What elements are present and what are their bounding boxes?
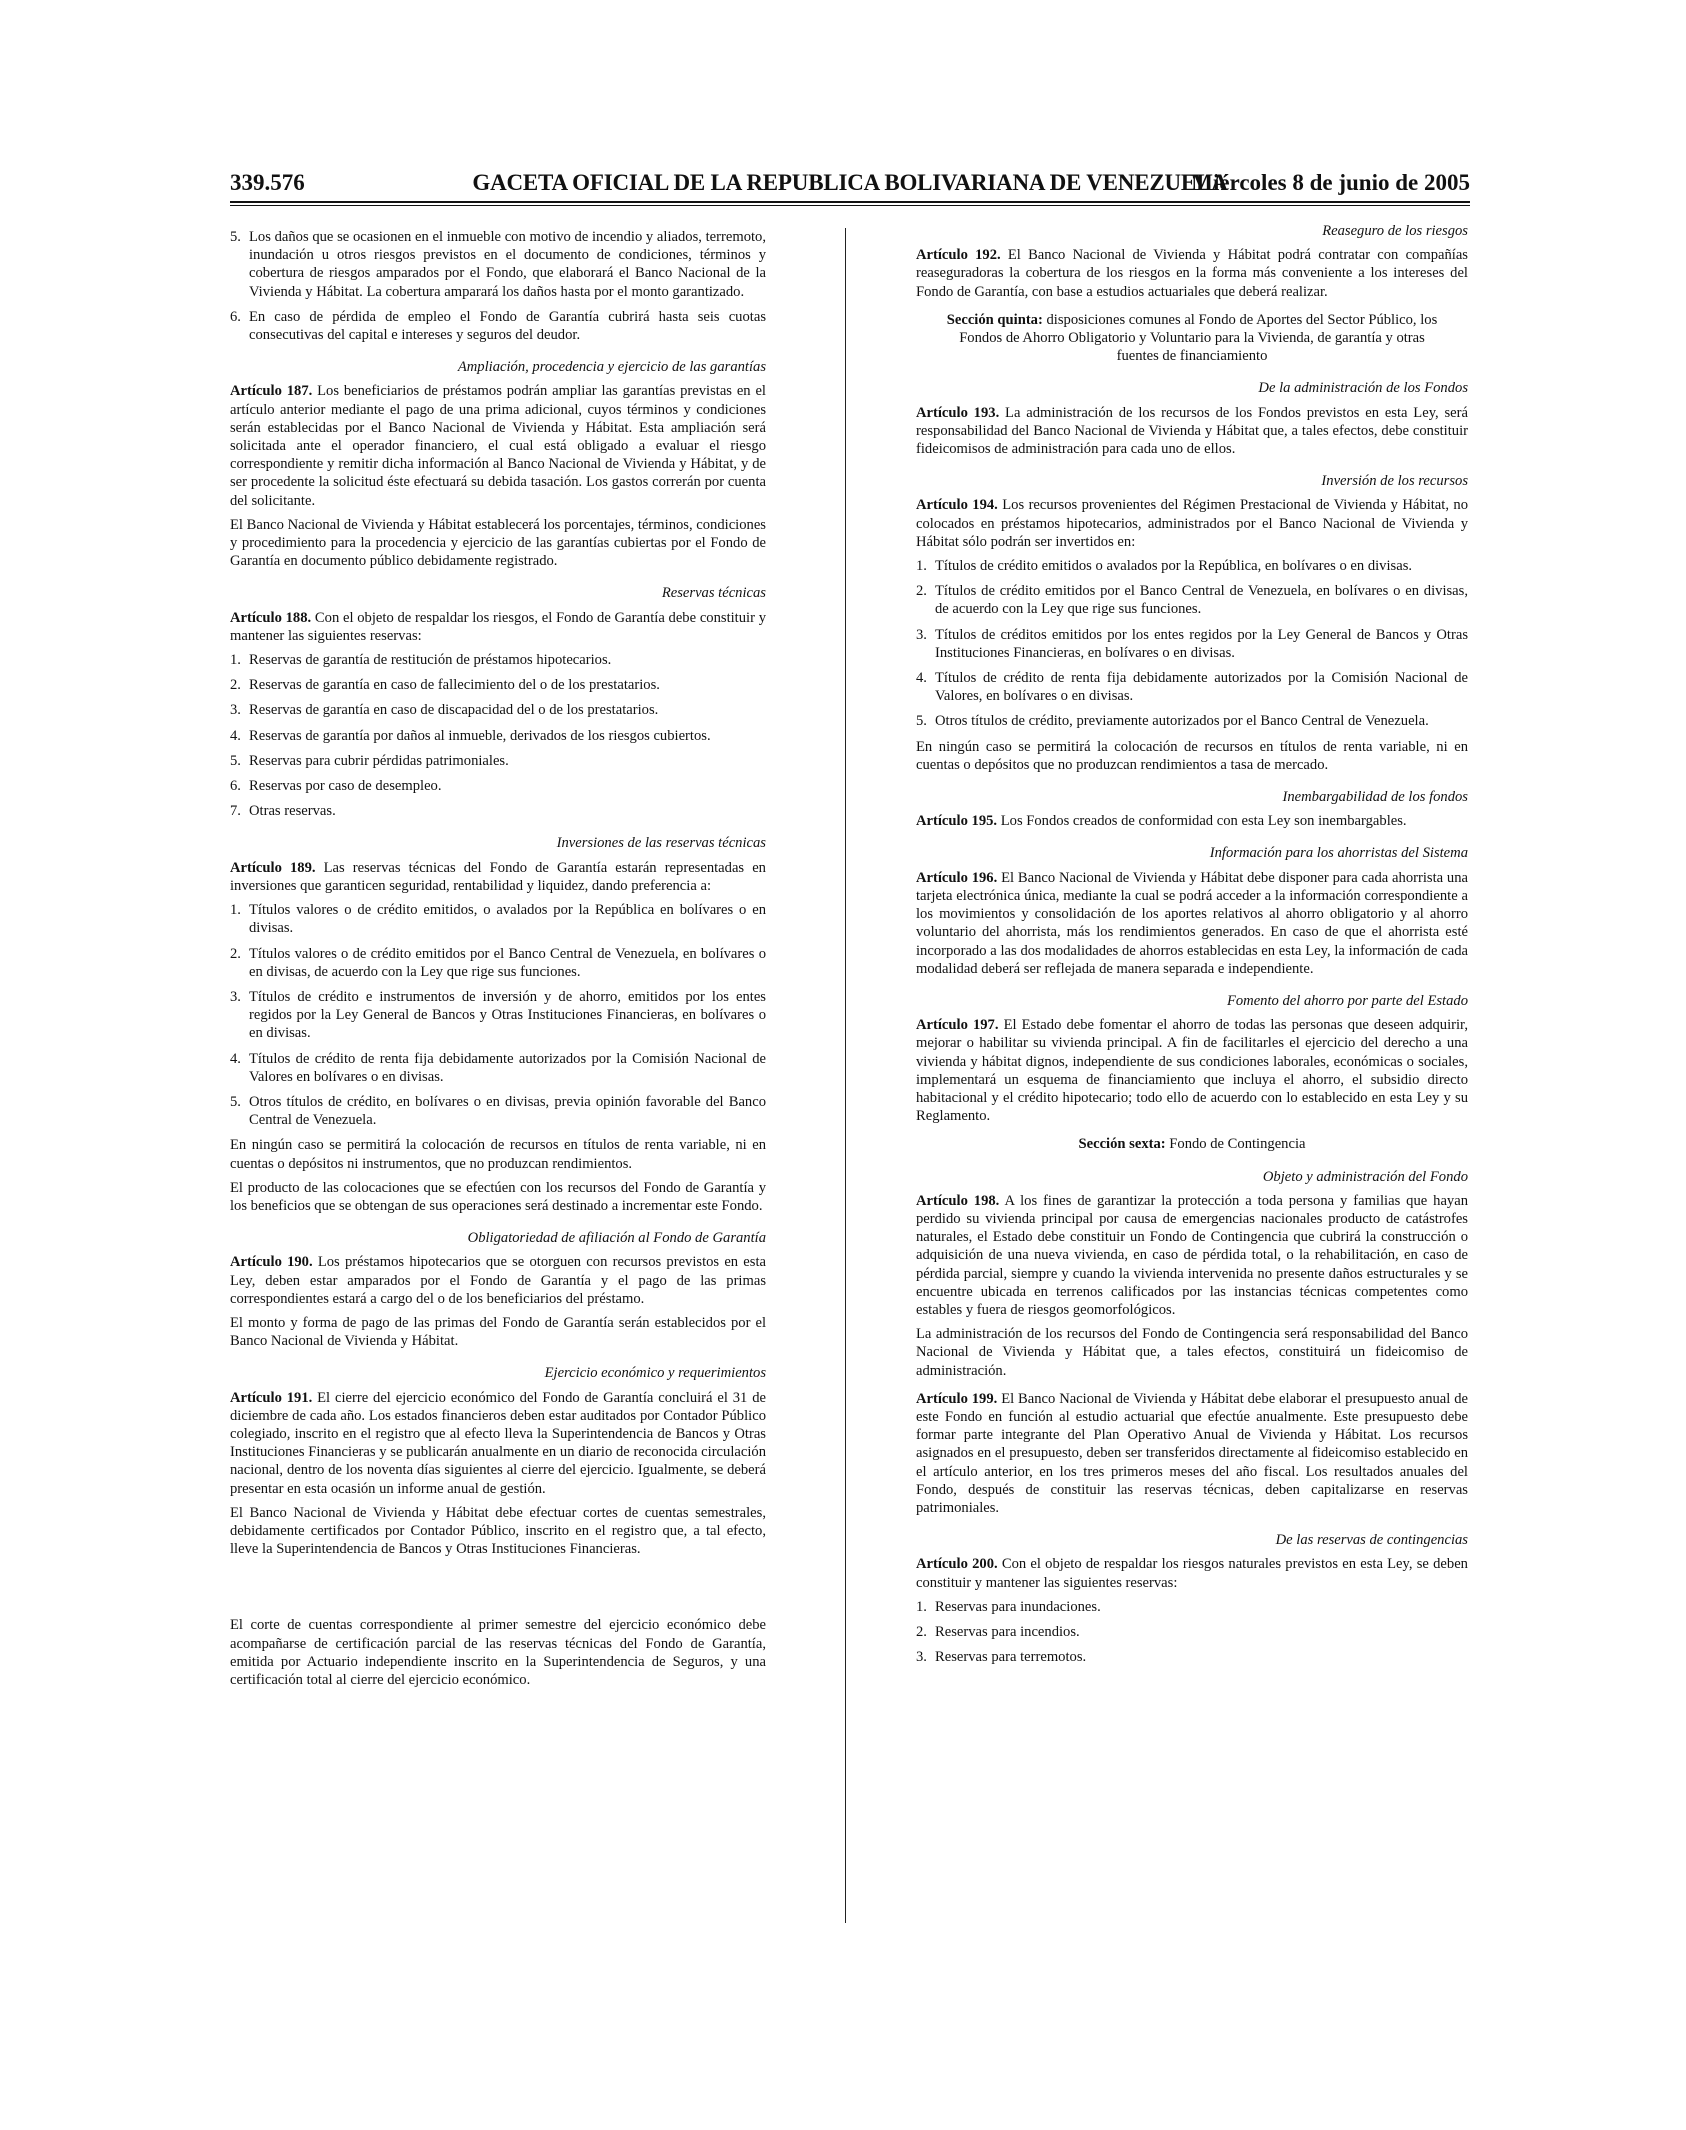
column-divider: [845, 228, 846, 1923]
list-item-text: Títulos valores o de crédito emitidos por el Banco Central de Venezuela, en bolívares o en divisas, de acuerdo con la Ley que rige sus funciones.: [249, 945, 766, 980]
article-199-text: El Banco Nacional de Vivienda y Hábitat debe elaborar el presupuesto anual de este Fondo en función al estudio actuarial que efectúe anualmente. Este presupuesto debe formar parte integrante del Plan Operativo Anual de Vivienda y Hábitat. Los recursos asignados en el presupuesto, deben ser transferidos directamente al fideicomiso establecido en el artículo anterior, en los tres primeros meses del año fiscal. Los resultados anuales del Fondo, después de constituir las reservas técnicas, deben capitalizarse en reservas patrimoniales.: [916, 1390, 1468, 1516]
page-header: [230, 168, 1470, 202]
article-194-p2: En ningún caso se permitirá la colocación de recursos en títulos de renta variable, ni en cuentas o depósitos que no produzcan rendimientos a tasa de mercado.: [916, 738, 1468, 773]
article-190-p2: El monto y forma de pago de las primas del Fondo de Garantía serán establecidos por el Banco Nacional de Vivienda y Hábitat.: [230, 1314, 766, 1350]
article-200: [916, 1555, 1468, 1591]
heading-190: Obligatoriedad de afiliación al Fondo de Garantía: [467, 1230, 766, 1247]
list-item-number: 4.: [230, 727, 241, 744]
list-item: [230, 988, 766, 1043]
section-6-heading: [938, 1135, 1446, 1153]
left-column: [230, 228, 766, 1695]
list-item-number: 5.: [916, 713, 927, 730]
article-195-label: Artículo 195.: [916, 813, 998, 830]
section-5-text: disposiciones comunes al Fondo de Aportes del Sector Público, los Fondos de Ahorro Obligatorio y Voluntario para la Vivienda, de garantía y otras fuentes de financiamiento: [959, 311, 1438, 365]
list-item: [230, 1093, 766, 1129]
list-item-text: Otras reservas.: [249, 803, 336, 820]
article-188-label: Artículo 188.: [230, 609, 312, 626]
list-item: [230, 308, 766, 344]
article-187-p2: El Banco Nacional de Vivienda y Hábitat establecerá los porcentajes, términos, condiciones y procedimiento para la procedencia y ejercicio de las garantías cubiertas por el Fondo de Garantía en documento público debidamente registrado.: [230, 516, 766, 570]
list-item: [230, 676, 766, 694]
list-item: [230, 1050, 766, 1086]
list-item-text: Reservas para inundaciones.: [935, 1598, 1101, 1615]
article-199: [916, 1390, 1468, 1517]
list-item-text: Reservas para incendios.: [935, 1624, 1080, 1640]
section-5-label: Sección quinta:: [946, 311, 1043, 328]
article-194-label: Artículo 194.: [916, 497, 998, 514]
right-column: [916, 222, 1468, 1673]
list-item-text: Reservas de garantía de restitución de préstamos hipotecarios.: [249, 652, 612, 669]
article-198-p2: La administración de los recursos del Fondo de Contingencia será responsabilidad del Banco Nacional de Vivienda y Hábitat que, a tales efectos, constituirá un fideicomiso de administración.: [916, 1326, 1468, 1379]
article-197-text: El Estado debe fomentar el ahorro de todas las personas que deseen adquirir, mejorar o habilitar su vivienda principal. A fin de facilitarles el ejercicio del derecho a una vivienda y hábitat dignos, independiente de sus condiciones laborales, económicas o sociales, implementará un esquema de financiamiento que incluya el ahorro, el subsidio directo habitacional y el crédito hipotecario; todo ello de acuerdo con lo establecido en esta Ley y su Reglamento.: [916, 1017, 1468, 1125]
list-item-number: 2.: [230, 945, 241, 962]
header-rule: [230, 201, 1470, 203]
list-item-number: 4.: [230, 1050, 241, 1067]
list-item-text: Reservas por caso de desempleo.: [249, 778, 442, 795]
list-item: [916, 1598, 1468, 1616]
list-item: [230, 701, 766, 719]
list-item: [916, 669, 1468, 705]
list-item-number: 6.: [230, 308, 241, 325]
article-187: [230, 382, 766, 509]
article-192: [916, 246, 1468, 301]
list-item-text: Títulos de créditos emitidos por los entes regidos por la Ley General de Bancos y Otras Instituciones Financieras, en bolívares o en divisas.: [935, 626, 1468, 661]
list-item-number: 7.: [230, 803, 241, 820]
article-189: [230, 859, 766, 895]
list-item-number: 1.: [916, 1598, 927, 1615]
heading-189: Inversiones de las reservas técnicas: [556, 835, 766, 852]
list-item: [230, 752, 766, 770]
article-189-label: Artículo 189.: [230, 859, 316, 876]
article-191-label: Artículo 191.: [230, 1389, 313, 1406]
article-196-text: El Banco Nacional de Vivienda y Hábitat debe disponer para cada ahorrista una tarjeta electrónica única, mediante la cual se podrá acceder a la información correspondiente a los movimientos y consolidación de los aportes relativos al ahorro obligatorio y al ahorro voluntario del ahorrista, más los rendimientos generados. En caso de que el ahorrista esté incorporado a las dos modalidades de ahorros establecidas en esta Ley, la información de cada modalidad deberá ser reflejada de manera separada e independiente.: [916, 869, 1468, 977]
heading-196: Información para los ahorristas del Sistema: [1209, 845, 1468, 862]
article-195-text: Los Fondos creados de conformidad con esta Ley son inembargables.: [1000, 813, 1407, 830]
list-item-number: 5.: [230, 229, 241, 245]
list-item-number: 6.: [230, 778, 241, 795]
heading-193: De la administración de los Fondos: [1258, 380, 1468, 397]
list-item: [916, 557, 1468, 575]
list-item-number: 5.: [230, 752, 241, 769]
list-item: [916, 712, 1468, 730]
list-item: [230, 228, 766, 301]
list-item-text: Reservas de garantía en caso de discapacidad del o de los prestatarios.: [249, 702, 659, 719]
heading-191: Ejercicio económico y requerimientos: [544, 1365, 766, 1382]
list-194: [916, 557, 1468, 731]
article-194: [916, 496, 1468, 551]
list-200: [916, 1598, 1468, 1667]
article-198-label: Artículo 198.: [916, 1192, 1000, 1209]
list-item-text: Títulos de crédito emitidos o avalados por la República, en bolívares o en divisas.: [935, 558, 1413, 575]
list-item-number: 1.: [230, 902, 241, 919]
list-item-text: Reservas de garantía por daños al inmueble, derivados de los riesgos cubiertos.: [249, 727, 711, 744]
spacer: [230, 1564, 766, 1616]
article-197-label: Artículo 197.: [916, 1017, 999, 1034]
list-item: [230, 802, 766, 820]
header-rule-thin: [230, 205, 1470, 206]
list-item-number: 2.: [230, 677, 241, 694]
article-190-text: Los préstamos hipotecarios que se otorguen con recursos previstos en esta Ley, deben estar amparados por el Fondo de Garantía y el pago de las primas correspondientes estará a cargo del o de los beneficiarios del préstamo.: [230, 1254, 766, 1307]
article-197: [916, 1016, 1468, 1125]
page-number: 339.576: [230, 170, 305, 195]
list-186-continued: [230, 228, 766, 344]
article-191-p2: El Banco Nacional de Vivienda y Hábitat debe efectuar cortes de cuentas semestrales, debidamente certificados por Contador Público, inscrito en el registro que, a tal efecto, lleve la Superintendencia de Bancos y Otras Instituciones Financieras.: [230, 1504, 766, 1558]
list-item-number: 2.: [916, 1624, 927, 1640]
list-item: [230, 651, 766, 669]
article-189-p3: El producto de las colocaciones que se efectúen con los recursos del Fondo de Garantía y los beneficios que se obtengan de sus operaciones será destinado a incrementar este Fondo.: [230, 1179, 766, 1214]
list-item-text: Títulos de crédito e instrumentos de inversión y de ahorro, emitidos por los entes regidos por la Ley General de Bancos y Otras Instituciones Financieras, en bolívares o en divisas.: [249, 988, 766, 1042]
list-item-text: Títulos de crédito emitidos por el Banco Central de Venezuela, en bolívares o en divisas, de acuerdo con la Ley que rige sus funciones.: [935, 583, 1468, 618]
article-188: [230, 609, 766, 645]
article-200-label: Artículo 200.: [916, 1556, 998, 1573]
list-item-number: 3.: [230, 988, 241, 1005]
list-item-text: Reservas para terremotos.: [935, 1649, 1087, 1666]
section-5-heading: [938, 311, 1446, 366]
list-item: [916, 582, 1468, 618]
article-195: [916, 812, 1468, 830]
list-item: [230, 727, 766, 745]
issue-date: Miércoles 8 de junio de 2005: [1191, 170, 1470, 195]
article-187-text: Los beneficiarios de préstamos podrán ampliar las garantías previstas en el artículo anterior mediante el pago de una prima adicional, cuyos términos y condiciones serán establecidas por el Banco Nacional de Vivienda y Hábitat. Esta ampliación será solicitada ante el operador financiero, el cual está obligado a evaluar el riesgo correspondiente y remitir dicha información al Banco Nacional de Vivienda y Hábitat, y de ser procedente la solicitud éste efectuará su debida tasación. Los gastos correrán por cuenta del solicitante.: [230, 383, 766, 509]
list-item-text: Otros títulos de crédito, en bolívares o en divisas, previa opinión favorable del Banco Central de Venezuela.: [249, 1093, 766, 1129]
heading-187: Ampliación, procedencia y ejercicio de las garantías: [457, 359, 766, 376]
section-6-text: Fondo de Contingencia: [1169, 1136, 1306, 1153]
list-item-text: Otros títulos de crédito, previamente autorizados por el Banco Central de Venezuela.: [935, 713, 1429, 730]
gazette-title: GACETA OFICIAL DE LA REPUBLICA BOLIVARIANA DE VENEZUELA: [472, 170, 1228, 195]
heading-198: Objeto y administración del Fondo: [1262, 1168, 1468, 1185]
list-item: [230, 901, 766, 937]
list-item-text: Títulos valores o de crédito emitidos, o avalados por la República en bolívares o en divisas.: [249, 902, 766, 937]
article-193: [916, 404, 1468, 459]
article-189-text: Las reservas técnicas del Fondo de Garantía estarán representadas en inversiones que garanticen seguridad, rentabilidad y liquidez, dando preferencia a:: [230, 859, 766, 894]
heading-194: Inversión de los recursos: [1321, 473, 1468, 490]
article-191: [230, 1389, 766, 1498]
list-item-number: 3.: [916, 626, 927, 643]
article-193-label: Artículo 193.: [916, 404, 1000, 421]
list-189: [230, 901, 766, 1129]
article-191-p3: El corte de cuentas correspondiente al primer semestre del ejercicio económico debe acompañarse de certificación parcial de las reservas técnicas del Fondo de Garantía, emitida por Actuario independiente inscrito en la Superintendencia de Seguros, y una certificación total al cierre del ejercicio económico.: [230, 1617, 766, 1688]
article-194-text: Los recursos provenientes del Régimen Prestacional de Vivienda y Hábitat, no colocados en préstamos hipotecarios, administrados por el Banco Nacional de Vivienda y Hábitat sólo podrán ser invertidos en:: [916, 497, 1468, 550]
section-6-label: Sección sexta:: [1078, 1136, 1166, 1153]
article-191-text: El cierre del ejercicio económico del Fondo de Garantía concluirá el 31 de diciembre de cada año. Los estados financieros deben estar auditados por Contador Público colegiado, inscrito en el registro que al efecto lleva la Superintendencia de Bancos y Otras Instituciones Financieras y se publicarán anualmente en un diario de reconocida circulación nacional, dentro de los noventa días siguientes al cierre del ejercicio. Igualmente, se deberá presentar en esta ocasión un informe anual de gestión.: [230, 1389, 766, 1497]
article-196-label: Artículo 196.: [916, 869, 998, 886]
heading-188: Reservas técnicas: [661, 585, 766, 602]
list-item-number: 2.: [916, 583, 927, 600]
heading-192: Reaseguro de los riesgos: [1322, 223, 1468, 239]
list-item-text: En caso de pérdida de empleo el Fondo de Garantía cubrirá hasta seis cuotas consecutivas del capital e intereses y seguros del deudor.: [249, 308, 766, 344]
list-item-number: 3.: [230, 702, 241, 719]
article-200-text: Con el objeto de respaldar los riesgos naturales previstos en esta Ley, se deben constituir y mantener las siguientes reservas:: [916, 1556, 1468, 1591]
article-188-text: Con el objeto de respaldar los riesgos, el Fondo de Garantía debe constituir y mantener las siguientes reservas:: [230, 609, 766, 644]
list-item-number: 5.: [230, 1093, 241, 1110]
list-item: [916, 1648, 1468, 1666]
list-item: [916, 1623, 1468, 1641]
article-190: [230, 1253, 766, 1308]
list-item-number: 1.: [230, 652, 241, 669]
list-item-text: Títulos de crédito de renta fija debidamente autorizados por la Comisión Nacional de Valores, en bolívares o en divisas.: [935, 670, 1468, 705]
list-item-text: Los daños que se ocasionen en el inmueble con motivo de incendio y aliados, terremoto, inundación u otros riesgos previstos en el documento de condiciones, términos y cobertura de riesgos amparados por el Fondo, que elaborará el Banco Nacional de la Vivienda y Hábitat. La cobertura amparará los daños hasta por el monto garantizado.: [249, 229, 766, 300]
article-199-label: Artículo 199.: [916, 1390, 998, 1407]
article-198: [916, 1192, 1468, 1319]
article-192-text: El Banco Nacional de Vivienda y Hábitat podrá contratar con compañías reaseguradoras la cobertura de los riesgos en la forma más conveniente a los intereses del Fondo de Garantía, con base a estudios actuariales que deberá realizar.: [916, 247, 1468, 300]
list-item-number: 4.: [916, 670, 927, 687]
article-190-label: Artículo 190.: [230, 1254, 313, 1271]
heading-195: Inembargabilidad de los fondos: [1282, 789, 1468, 806]
article-193-text: La administración de los recursos de los Fondos previstos en esta Ley, será responsabilidad del Banco Nacional de Vivienda y Hábitat que, a tales efectos, debe constituir fideicomisos de administración para cada uno de ellos.: [916, 404, 1468, 458]
list-item: [916, 626, 1468, 662]
article-196: [916, 869, 1468, 978]
article-198-text: A los fines de garantizar la protección a toda persona y familias que hayan perdido su vivienda principal por causa de emergencias nacionales producto de catástrofes naturales, el Estado debe constituir un Fondo de Contingencia que cubrirá la construcción o adquisición de una nueva vivienda, en caso de pérdida total, o la rehabilitación, en caso de pérdida parcial, siempre y cuando la vivienda intervenida no presente daños estructurales y se encuentre ubicada en terrenos calificados por las instancias técnicas competentes como estables y fuera de riesgos geomorfológicos.: [916, 1192, 1469, 1318]
list-item-number: 3.: [916, 1649, 927, 1666]
list-188: [230, 651, 766, 820]
list-item-number: 1.: [916, 558, 927, 575]
article-189-p2: En ningún caso se permitirá la colocación de recursos en títulos de renta variable, ni en cuentas o depósitos ni instrumentos, que no produzcan rendimientos.: [230, 1137, 766, 1172]
list-item-text: Títulos de crédito de renta fija debidamente autorizados por la Comisión Nacional de Valores en bolívares o en divisas.: [249, 1050, 766, 1085]
heading-197: Fomento del ahorro por parte del Estado: [1226, 992, 1468, 1009]
heading-200: De las reservas de contingencias: [1275, 1532, 1468, 1549]
list-item-text: Reservas para cubrir pérdidas patrimoniales.: [249, 752, 509, 769]
list-item-text: Reservas de garantía en caso de fallecimiento del o de los prestatarios.: [249, 677, 660, 694]
article-192-label: Artículo 192.: [916, 247, 1001, 264]
article-187-label: Artículo 187.: [230, 383, 313, 400]
list-item: [230, 777, 766, 795]
list-item: [230, 945, 766, 981]
